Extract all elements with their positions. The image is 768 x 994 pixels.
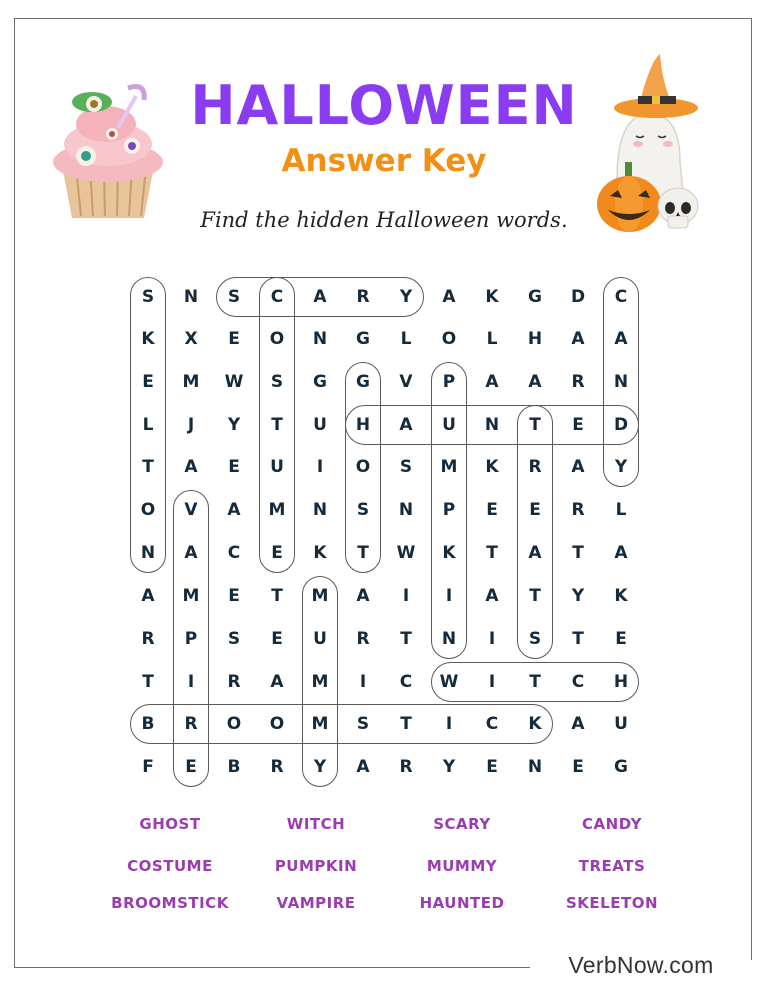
grid-letter: E bbox=[185, 757, 197, 777]
grid-letter: T bbox=[271, 586, 283, 606]
word-list-item: PUMPKIN bbox=[274, 857, 358, 875]
grid-letter: E bbox=[228, 457, 240, 477]
grid-letter: P bbox=[184, 629, 198, 649]
grid-letter: D bbox=[613, 415, 629, 435]
grid-letter: V bbox=[399, 372, 413, 392]
grid-letter: H bbox=[527, 329, 543, 349]
grid-letter: R bbox=[528, 457, 542, 477]
grid-letter: W bbox=[224, 372, 244, 392]
grid-letter: U bbox=[614, 714, 628, 734]
grid-letter: T bbox=[400, 629, 412, 649]
grid-letter: R bbox=[141, 629, 155, 649]
grid-letter: B bbox=[227, 757, 241, 777]
grid-letter: Y bbox=[399, 287, 413, 307]
grid-letter: C bbox=[270, 287, 284, 307]
grid-letter: G bbox=[356, 329, 370, 349]
grid-letter: L bbox=[615, 500, 627, 520]
grid-letter: S bbox=[356, 500, 370, 520]
grid-letter: H bbox=[355, 415, 371, 435]
grid-letter: U bbox=[313, 629, 327, 649]
grid-letter: A bbox=[528, 372, 542, 392]
grid-letter: A bbox=[614, 543, 628, 563]
grid-letter: G bbox=[356, 372, 370, 392]
grid-letter: S bbox=[227, 287, 241, 307]
grid-letter: N bbox=[441, 629, 457, 649]
grid-letter: T bbox=[357, 543, 369, 563]
word-list-item: CANDY bbox=[582, 815, 642, 833]
grid-letter: I bbox=[488, 629, 496, 649]
answer-highlight bbox=[517, 405, 553, 659]
grid-letter: K bbox=[313, 543, 327, 563]
grid-letter: Y bbox=[442, 757, 456, 777]
grid-letter: K bbox=[442, 543, 456, 563]
grid-letter: M bbox=[311, 672, 329, 692]
grid-letter: T bbox=[529, 415, 541, 435]
grid-letter: A bbox=[571, 457, 585, 477]
grid-letter: R bbox=[571, 372, 585, 392]
grid-letter: T bbox=[529, 586, 541, 606]
grid-letter: D bbox=[570, 287, 586, 307]
grid-letter: A bbox=[227, 500, 241, 520]
grid-letter: B bbox=[141, 714, 155, 734]
grid-letter: R bbox=[399, 757, 413, 777]
grid-letter: R bbox=[571, 500, 585, 520]
grid-letter: A bbox=[270, 672, 284, 692]
grid-letter: K bbox=[485, 287, 499, 307]
word-list-item: HAUNTED bbox=[419, 894, 505, 912]
grid-letter: O bbox=[269, 714, 285, 734]
grid-letter: K bbox=[528, 714, 542, 734]
grid-letter: W bbox=[396, 543, 416, 563]
grid-letter: N bbox=[312, 329, 328, 349]
grid-letter: E bbox=[572, 757, 584, 777]
grid-letter: T bbox=[271, 415, 283, 435]
grid-letter: G bbox=[313, 372, 327, 392]
word-list-item: GHOST bbox=[139, 815, 201, 833]
grid-letter: U bbox=[313, 415, 327, 435]
grid-letter: A bbox=[528, 543, 542, 563]
grid-letter: O bbox=[226, 714, 242, 734]
grid-letter: R bbox=[270, 757, 284, 777]
grid-letter: N bbox=[312, 500, 328, 520]
grid-letter: R bbox=[227, 672, 241, 692]
grid-letter: T bbox=[529, 672, 541, 692]
grid-letter: T bbox=[572, 629, 584, 649]
grid-letter: I bbox=[445, 586, 453, 606]
grid-letter: A bbox=[485, 586, 499, 606]
grid-letter: N bbox=[484, 415, 500, 435]
grid-letter: A bbox=[356, 757, 370, 777]
page-subtitle: Answer Key bbox=[281, 143, 487, 179]
grid-letter: N bbox=[183, 287, 199, 307]
grid-letter: E bbox=[271, 543, 283, 563]
word-list-item: MUMMY bbox=[426, 857, 498, 875]
grid-letter: N bbox=[613, 372, 629, 392]
grid-letter: A bbox=[614, 329, 628, 349]
brand-footer: VerbNow.com bbox=[568, 952, 714, 978]
grid-letter: U bbox=[270, 457, 284, 477]
grid-letter: M bbox=[311, 586, 329, 606]
grid-letter: E bbox=[142, 372, 154, 392]
word-list-item: WITCH bbox=[286, 815, 346, 833]
grid-letter: P bbox=[442, 372, 456, 392]
grid-letter: I bbox=[402, 586, 410, 606]
grid-letter: T bbox=[400, 714, 412, 734]
grid-letter: S bbox=[528, 629, 542, 649]
grid-letter: A bbox=[399, 415, 413, 435]
grid-letter: A bbox=[442, 287, 456, 307]
grid-letter: A bbox=[356, 586, 370, 606]
grid-letter: N bbox=[140, 543, 156, 563]
word-list-item: VAMPIRE bbox=[276, 894, 356, 912]
grid-letter: E bbox=[486, 757, 498, 777]
grid-letter: M bbox=[182, 586, 200, 606]
word-list-item: TREATS bbox=[578, 857, 646, 875]
grid-letter: J bbox=[187, 415, 195, 435]
grid-letter: T bbox=[142, 672, 154, 692]
grid-letter: N bbox=[527, 757, 543, 777]
grid-letter: V bbox=[184, 500, 198, 520]
grid-letter: T bbox=[572, 543, 584, 563]
grid-letter: I bbox=[445, 714, 453, 734]
grid-letter: E bbox=[228, 329, 240, 349]
grid-letter: Y bbox=[227, 415, 241, 435]
grid-letter: C bbox=[614, 287, 628, 307]
grid-letter: E bbox=[486, 500, 498, 520]
grid-letter: M bbox=[182, 372, 200, 392]
grid-letter: C bbox=[571, 672, 585, 692]
grid-letter: E bbox=[572, 415, 584, 435]
grid-letter: I bbox=[488, 672, 496, 692]
grid-letter: E bbox=[615, 629, 627, 649]
grid-letter: Y bbox=[313, 757, 327, 777]
grid-letter: K bbox=[141, 329, 155, 349]
grid-letter: T bbox=[142, 457, 154, 477]
grid-letter: H bbox=[613, 672, 629, 692]
grid-letter: G bbox=[528, 287, 542, 307]
grid-letter: L bbox=[486, 329, 498, 349]
grid-letter: O bbox=[140, 500, 156, 520]
grid-letter: E bbox=[271, 629, 283, 649]
grid-letter: A bbox=[571, 329, 585, 349]
grid-letter: S bbox=[141, 287, 155, 307]
grid-letter: F bbox=[142, 757, 154, 777]
grid-letter: R bbox=[356, 629, 370, 649]
grid-letter: C bbox=[485, 714, 499, 734]
grid-letter: T bbox=[486, 543, 498, 563]
grid-letter: S bbox=[356, 714, 370, 734]
grid-letter: U bbox=[442, 415, 456, 435]
grid-letter: X bbox=[184, 329, 198, 349]
word-list-item: COSTUME bbox=[127, 857, 213, 875]
grid-letter: M bbox=[268, 500, 286, 520]
grid-letter: K bbox=[485, 457, 499, 477]
grid-letter: A bbox=[184, 543, 198, 563]
grid-letter: O bbox=[269, 329, 285, 349]
grid-letter: R bbox=[356, 287, 370, 307]
grid-letter: A bbox=[485, 372, 499, 392]
word-list-item: SCARY bbox=[433, 815, 491, 833]
grid-letter: S bbox=[399, 457, 413, 477]
page-title: HALLOWEEN bbox=[190, 74, 578, 137]
grid-letter: C bbox=[227, 543, 241, 563]
grid-letter: S bbox=[270, 372, 284, 392]
grid-letter: O bbox=[355, 457, 371, 477]
grid-letter: R bbox=[184, 714, 198, 734]
grid-letter: S bbox=[227, 629, 241, 649]
grid-letter: O bbox=[441, 329, 457, 349]
grid-letter: W bbox=[439, 672, 459, 692]
word-list-item: BROOMSTICK bbox=[111, 894, 229, 912]
grid-letter: L bbox=[400, 329, 412, 349]
instructions: Find the hidden Halloween words. bbox=[200, 208, 568, 232]
grid-letter: I bbox=[359, 672, 367, 692]
grid-letter: E bbox=[228, 586, 240, 606]
grid-letter: E bbox=[529, 500, 541, 520]
grid-letter: M bbox=[311, 714, 329, 734]
grid-letter: K bbox=[614, 586, 628, 606]
grid-letter: C bbox=[399, 672, 413, 692]
grid-letter: Y bbox=[571, 586, 585, 606]
grid-letter: M bbox=[440, 457, 458, 477]
grid-letter: Y bbox=[614, 457, 628, 477]
word-list-item: SKELETON bbox=[565, 894, 658, 912]
grid-letter: A bbox=[313, 287, 327, 307]
grid-letter: A bbox=[141, 586, 155, 606]
grid-letter: A bbox=[571, 714, 585, 734]
grid-letter: P bbox=[442, 500, 456, 520]
grid-letter: I bbox=[316, 457, 324, 477]
grid-letter: A bbox=[184, 457, 198, 477]
grid-letter: N bbox=[398, 500, 414, 520]
grid-letter: L bbox=[142, 415, 154, 435]
grid-letter: I bbox=[187, 672, 195, 692]
grid-letter: G bbox=[614, 757, 628, 777]
